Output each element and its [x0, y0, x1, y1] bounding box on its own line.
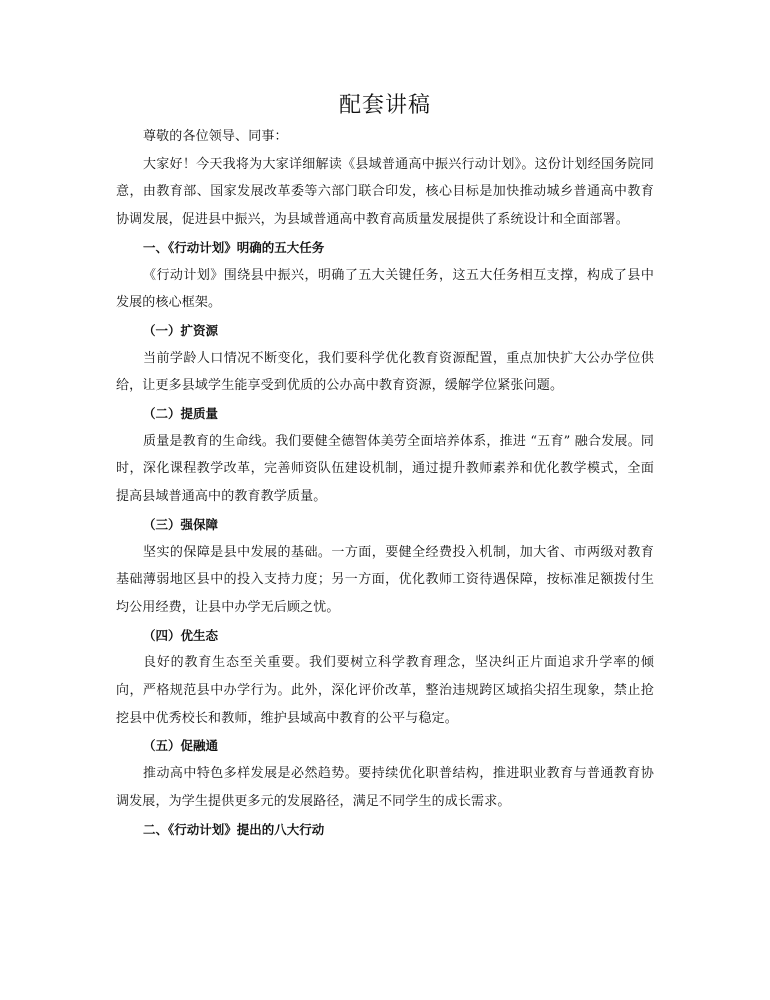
- task-body-expand-resources: 当前学龄人口情况不断变化，我们要科学优化教育资源配置，重点加快扩大公办学位供给，让更多县域学生能享受到优质的公办高中教育资源，缓解学位紧张问题。: [116, 350, 654, 394]
- task-body-improve-quality: 质量是教育的生命线。我们要健全德智体美劳全面培养体系，推进 “五育” 融合发展。同时，深化课程教学改革，完善师资队伍建设机制，通过提升教师素养和优化教学模式，全面提高县域普通高中的教育教学质量。: [116, 433, 654, 505]
- task-heading-promote-integration: （五）促融通: [143, 738, 219, 754]
- task-heading-expand-resources: （一）扩资源: [143, 322, 219, 338]
- greeting-paragraph: 尊敬的各位领导、同事：: [143, 129, 288, 144]
- task-body-strengthen-guarantee: 坚实的保障是县中发展的基础。一方面，要健全经费投入机制，加大省、市两级对教育基础薄弱地区县中的投入支持力度；另一方面，优化教师工资待遇保障，按标准足额拨付生均公用经费，让县中办学无后顾之忧。: [116, 544, 654, 615]
- document-title: 配套讲稿: [338, 93, 431, 118]
- section-heading-actions: 二、《行动计划》提出的八大行动: [143, 821, 325, 837]
- task-heading-strengthen-guarantee: （三）强保障: [143, 516, 219, 532]
- task-body-optimize-ecology: 良好的教育生态至关重要。我们要树立科学教育理念，坚决纠正片面追求升学率的倾向，严格规范县中办学行为。此外，深化评价改革，整治违规跨区域掐尖招生现象，禁止抢挖县中优秀校长和教师，维护县域高中教育的公平与稳定。: [116, 655, 654, 726]
- task-body-promote-integration: 推动高中特色多样发展是必然趋势。要持续优化职普结构，推进职业教育与普通教育协调发展，为学生提供更多元的发展路径，满足不同学生的成长需求。: [116, 766, 654, 809]
- section-intro-paragraph: 《行动计划》围绕县中振兴，明确了五大关键任务，这五大任务相互支撑，构成了县中发展的核心框架。: [116, 267, 654, 311]
- task-heading-improve-quality: （二）提质量: [143, 406, 219, 422]
- document-body: [116, 123, 654, 843]
- task-heading-optimize-ecology: （四）优生态: [143, 627, 219, 643]
- intro-paragraph: 大家好！今天我将为大家详细解读《县域普通高中振兴行动计划》。这份计划经国务院同意，由教育部、国家发展改革委等六部门联合印发，核心目标是加快推动城乡普通高中教育协调发展，促进县中振兴，为县域普通高中教育高质量发展提供了系统设计和全面部署。: [116, 156, 654, 228]
- section-heading-tasks: 一、《行动计划》明确的五大任务: [143, 239, 325, 255]
